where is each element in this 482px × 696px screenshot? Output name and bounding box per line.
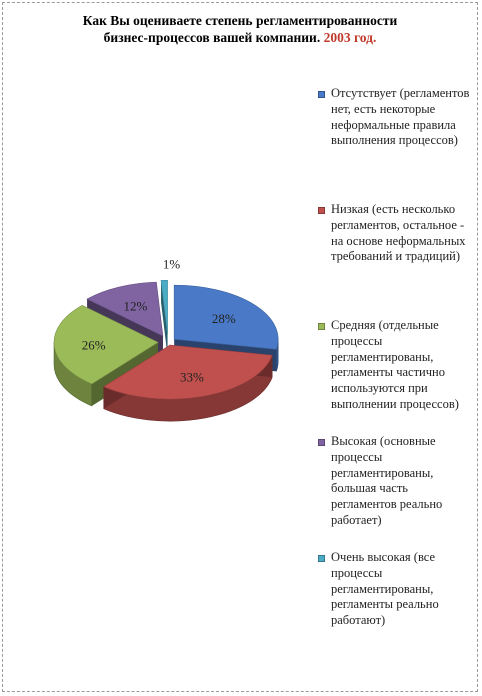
- legend-item-4: [318, 434, 473, 529]
- legend-label-1: Отсутствует (регламентов нет, есть некоторые неформальные правила выполнения процессов): [331, 86, 470, 148]
- pie-slices: [54, 256, 278, 421]
- data-label-5: 1%: [162, 256, 181, 272]
- data-label-2: 33%: [179, 369, 204, 385]
- legend-item-5: [318, 550, 473, 629]
- legend-swatch-4: [318, 439, 325, 446]
- chart-title-line-2-text: бизнес-процессов вашей компании.: [103, 30, 321, 45]
- chart-title-year: 2003 год.: [323, 30, 377, 45]
- legend-swatch-3: [318, 323, 325, 330]
- legend-label-3: Средняя (отдельные процессы регламентированы, регламенты частично используются при выполнении процессов): [331, 318, 459, 411]
- legend-swatch-5: [318, 555, 325, 562]
- legend-label-4: Высокая (основные процессы регламентированы, большая часть регламентов реально работает): [331, 434, 443, 527]
- data-label-3: 26%: [81, 337, 106, 353]
- legend-swatch-1: [318, 91, 325, 98]
- legend-swatch-2: [318, 207, 325, 214]
- legend-item-1: [318, 86, 473, 149]
- legend-label-2: Низкая (есть несколько регламентов, остальное - на основе неформальных требований и традиций): [331, 202, 466, 264]
- legend-label-5: Очень высокая (все процессы регламентированы, регламенты реально работают): [331, 550, 439, 628]
- legend-item-3: [318, 318, 473, 413]
- data-label-1: 28%: [211, 310, 236, 326]
- legend-item-2: [318, 202, 473, 265]
- data-label-4: 12%: [123, 298, 148, 314]
- chart-title-line-1: Как Вы оцениваете степень регламентированности: [82, 13, 398, 28]
